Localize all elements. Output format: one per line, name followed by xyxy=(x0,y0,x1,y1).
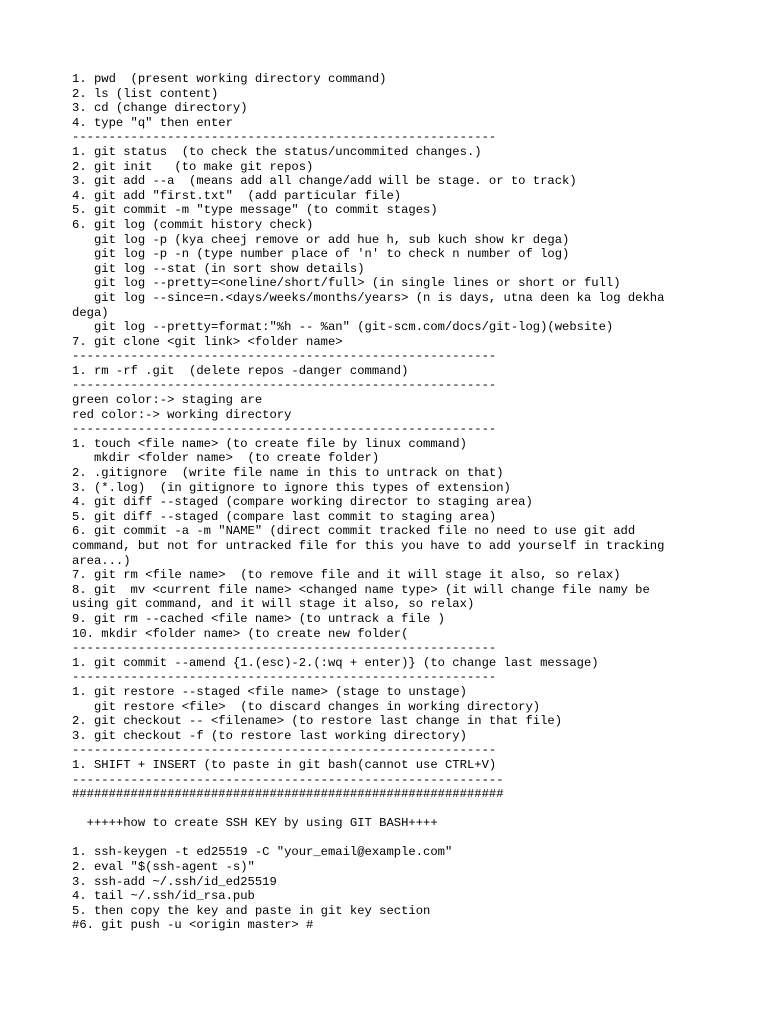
text-line: git log --pretty=<oneline/short/full> (in single lines or short or full) xyxy=(72,276,621,291)
text-line: git log -p (kya cheej remove or add hue h, sub kuch show kr dega) xyxy=(72,232,570,247)
text-line: area...) xyxy=(72,553,131,568)
separator-line: ---------------------------------------------------------- xyxy=(72,422,497,437)
text-line: 7. git clone <git link> <folder name> xyxy=(72,334,343,349)
text-line: 8. git mv <current file name> <changed name type> (it will change file namy be xyxy=(72,582,650,597)
text-line: 1. rm -rf .git (delete repos -danger command) xyxy=(72,363,409,378)
text-line: using git command, and it will stage it also, so relax) xyxy=(72,597,475,612)
text-line: 2. .gitignore (write file name in this to untrack on that) xyxy=(72,466,504,481)
text-line: 7. git rm <file name> (to remove file and it will stage it also, so relax) xyxy=(72,568,621,583)
text-line: 9. git rm --cached <file name> (to untrack a file ) xyxy=(72,611,445,626)
text-line: 1. git restore --staged <file name> (stage to unstage) xyxy=(72,684,467,699)
text-line: 5. then copy the key and paste in git key section xyxy=(72,903,431,918)
text-line: 1. git commit --amend {1.(esc)-2.(:wq + enter)} (to change last message) xyxy=(72,655,599,670)
blank-line xyxy=(72,802,692,817)
separator-line: ---------------------------------------------------------- xyxy=(72,743,497,758)
text-line: 3. (*.log) (in gitignore to ignore this types of extension) xyxy=(72,480,511,495)
text-line: 3. cd (change directory) xyxy=(72,101,248,116)
text-line: 6. git log (commit history check) xyxy=(72,217,314,232)
text-line: 1. pwd (present working directory command) xyxy=(72,72,387,86)
text-line: 5. git diff --staged (compare last commit to staging area) xyxy=(72,509,497,524)
separator-line: ---------------------------------------------------------- xyxy=(72,349,497,364)
text-line: red color:-> working directory xyxy=(72,407,292,422)
text-line: git restore <file> (to discard changes in working directory) xyxy=(72,699,541,714)
text-line: git log -p -n (type number place of 'n' to check n number of log) xyxy=(72,247,570,262)
text-line: dega) xyxy=(72,305,109,320)
text-line: 1. SHIFT + INSERT (to paste in git bash(cannot use CTRL+V) xyxy=(72,757,497,772)
text-line: green color:-> staging are xyxy=(72,393,263,408)
text-line: 4. type "q" then enter xyxy=(72,115,233,130)
text-line: 10. mkdir <folder name> (to create new folder( xyxy=(72,626,409,641)
text-line: 6. git commit -a -m "NAME" (direct commit tracked file no need to use git add xyxy=(72,524,636,539)
separator-line: ---------------------------------------------------------- xyxy=(72,670,497,685)
document-body xyxy=(72,72,692,933)
separator-line: ---------------------------------------------------------- xyxy=(72,130,497,145)
text-line: 2. git init (to make git repos) xyxy=(72,159,314,174)
text-line: 2. ls (list content) xyxy=(72,86,219,101)
text-line: 4. tail ~/.ssh/id_rsa.pub xyxy=(72,889,255,904)
separator-line: ---------------------------------------------------------- xyxy=(72,641,497,656)
text-line: git log --stat (in sort show details) xyxy=(72,261,365,276)
text-line: mkdir <folder name> (to create folder) xyxy=(72,451,380,466)
hash-divider-line: ########################################################### xyxy=(72,787,504,802)
text-line: git log --pretty=format:"%h -- %an" (git-scm.com/docs/git-log)(website) xyxy=(72,320,614,335)
text-line: 2. git checkout -- <filename> (to restore last change in that file) xyxy=(72,714,563,729)
text-line: 4. git add "first.txt" (add particular file) xyxy=(72,188,402,203)
text-line: 1. ssh-keygen -t ed25519 -C "your_email@example.com" xyxy=(72,845,453,860)
text-line: git log --since=n.<days/weeks/months/years> (n is days, utna deen ka log dekha xyxy=(72,290,665,305)
separator-line: ---------------------------------------------------------- xyxy=(72,378,497,393)
text-line: 3. ssh-add ~/.ssh/id_ed25519 xyxy=(72,874,277,889)
separator-line: ----------------------------------------------------------- xyxy=(72,772,504,787)
text-line: 4. git diff --staged (compare working director to staging area) xyxy=(72,495,533,510)
text-line: command, but not for untracked file for this you have to add yourself in tracking xyxy=(72,539,665,553)
section-heading: +++++how to create SSH KEY by using GIT BASH++++ xyxy=(72,816,438,831)
blank-line xyxy=(72,831,692,846)
text-line: 2. eval "$(ssh-agent -s)" xyxy=(72,860,255,875)
text-line: 1. git status (to check the status/uncommited changes.) xyxy=(72,144,482,159)
text-line: 5. git commit -m "type message" (to commit stages) xyxy=(72,203,438,218)
text-line: 3. git checkout -f (to restore last working directory) xyxy=(72,728,467,743)
text-line: #6. git push -u <origin master> # xyxy=(72,918,314,933)
text-line: 1. touch <file name> (to create file by linux command) xyxy=(72,436,467,451)
text-line: 3. git add --a (means add all change/add will be stage. or to track) xyxy=(72,174,577,189)
